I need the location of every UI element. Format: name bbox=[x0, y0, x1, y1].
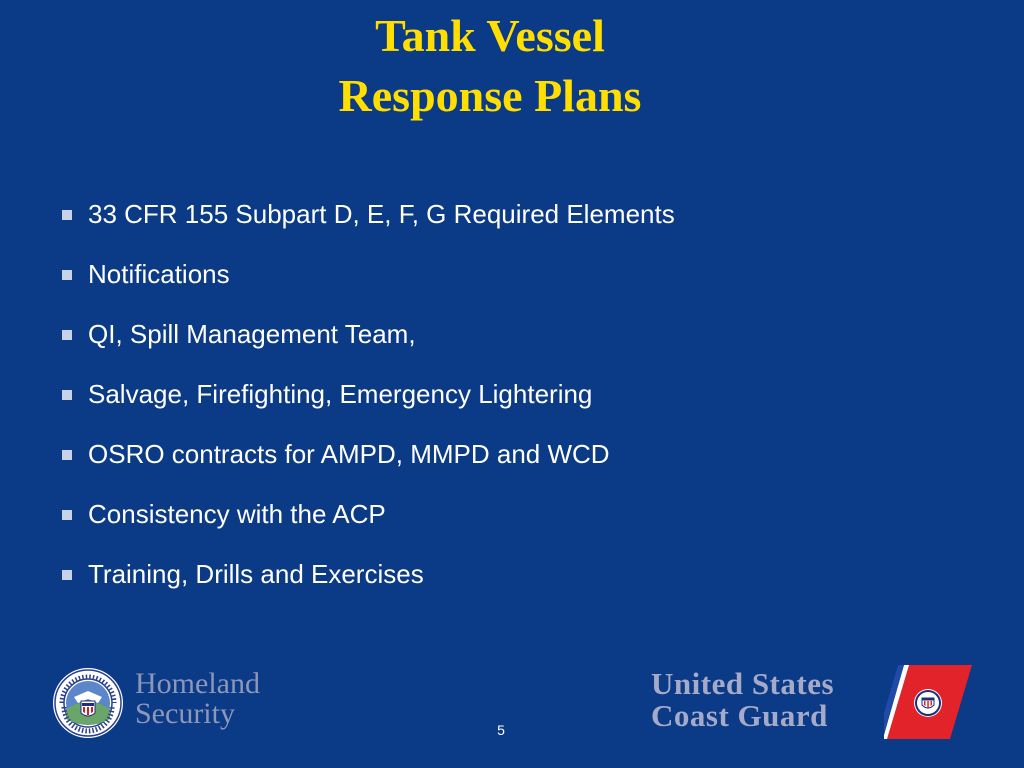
bullet-item bbox=[62, 364, 675, 424]
uscg-wordmark-line-2: Coast Guard bbox=[651, 698, 828, 733]
slide-title-line-2: Response Plans bbox=[338, 70, 642, 121]
dhs-wordmark-line-2: Security bbox=[135, 697, 235, 730]
bullet-text: Training, Drills and Exercises bbox=[88, 559, 424, 589]
bullet-text: OSRO contracts for AMPD, MMPD and WCD bbox=[88, 439, 610, 469]
page-number: 5 bbox=[497, 722, 505, 738]
bullet-item bbox=[62, 544, 675, 604]
bullet-text: Notifications bbox=[88, 259, 230, 289]
uscg-racing-stripe-icon bbox=[884, 665, 972, 739]
dhs-seal-icon bbox=[52, 667, 124, 739]
bullet-text: Consistency with the ACP bbox=[88, 499, 386, 529]
uscg-wordmark-line-1: United States bbox=[651, 666, 835, 701]
slide-title-line-1: Tank Vessel bbox=[375, 10, 605, 61]
bullet-item bbox=[62, 244, 675, 304]
square-bullet-icon bbox=[62, 570, 72, 580]
bullet-item bbox=[62, 184, 675, 244]
square-bullet-icon bbox=[62, 510, 72, 520]
bullet-text: Salvage, Firefighting, Emergency Lightering bbox=[88, 379, 593, 409]
bullet-text: 33 CFR 155 Subpart D, E, F, G Required Elements bbox=[88, 199, 675, 229]
uscg-wordmark bbox=[651, 668, 834, 732]
square-bullet-icon bbox=[62, 330, 72, 340]
bullet-item bbox=[62, 484, 675, 544]
square-bullet-icon bbox=[62, 450, 72, 460]
square-bullet-icon bbox=[62, 210, 72, 220]
slide-title bbox=[0, 6, 980, 126]
bullet-item bbox=[62, 424, 675, 484]
bullet-list bbox=[62, 184, 675, 604]
bullet-text: QI, Spill Management Team, bbox=[88, 319, 416, 349]
square-bullet-icon bbox=[62, 390, 72, 400]
bullet-item bbox=[62, 304, 675, 364]
square-bullet-icon bbox=[62, 270, 72, 280]
dhs-wordmark-line-1: Homeland bbox=[135, 667, 260, 700]
dhs-wordmark bbox=[135, 669, 260, 729]
